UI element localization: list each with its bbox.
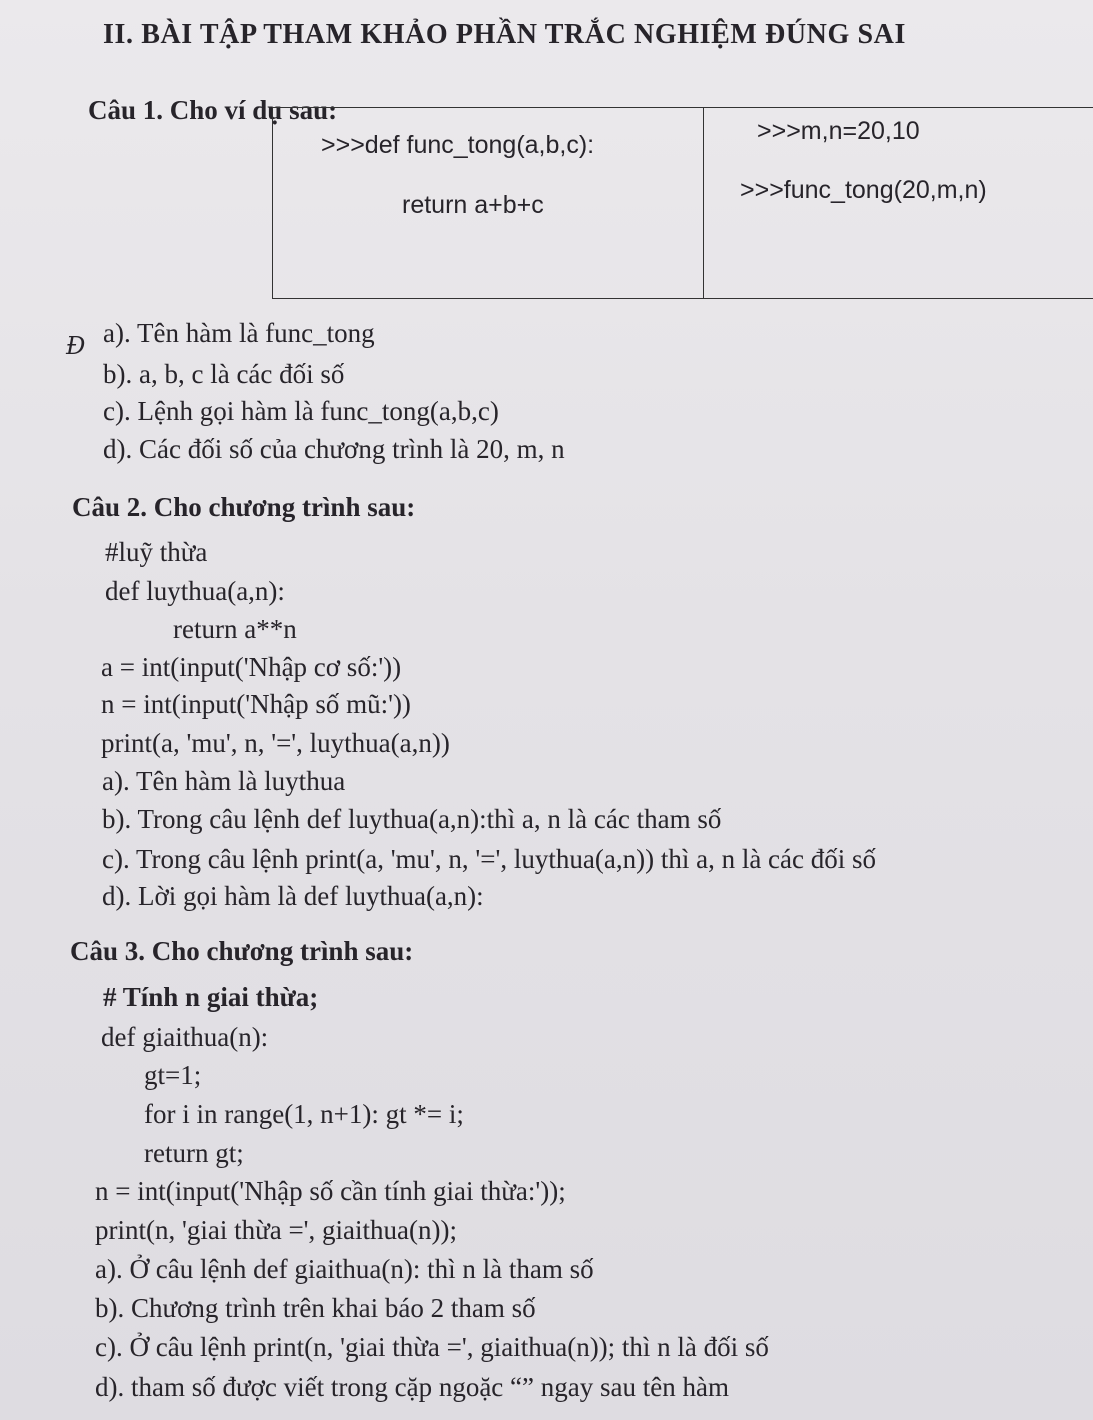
table-right-line-1: >>>m,n=20,10 (757, 117, 920, 145)
q2-code-line-5: n = int(input('Nhập số mũ:')) (101, 689, 411, 719)
q3-code-line-4: for i in range(1, n+1): gt *= i; (144, 1099, 464, 1129)
q1-option-d: d). Các đối số của chương trình là 20, m, n (103, 434, 565, 464)
table-left-line-1: >>>def func_tong(a,b,c): (321, 131, 595, 159)
table-right-line-2: >>>func_tong(20,m,n) (740, 176, 987, 204)
q3-code-line-6: n = int(input('Nhập số cần tính giai thừa:')); (95, 1176, 566, 1206)
q2-option-c: c). Trong câu lệnh print(a, 'mu', n, '=', luythua(a,n)) thì a, n là các đối số (102, 844, 877, 874)
q1-option-c: c). Lệnh gọi hàm là func_tong(a,b,c) (103, 396, 499, 426)
q3-code-line-7: print(n, 'giai thừa =', giaithua(n)); (95, 1215, 457, 1245)
section-heading: II. BÀI TẬP THAM KHẢO PHẦN TRẮC NGHIỆM ĐÚNG SAI (103, 19, 906, 50)
q3-option-b: b). Chương trình trên khai báo 2 tham số (95, 1293, 536, 1323)
q3-code-line-2: def giaithua(n): (101, 1022, 269, 1052)
q3-code-line-1: # Tính n giai thừa; (103, 982, 319, 1012)
handwritten-mark: Đ (66, 332, 86, 360)
q2-code-line-3: return a**n (173, 614, 297, 644)
question-3-title: Câu 3. Cho chương trình sau: (70, 936, 414, 966)
q3-code-line-5: return gt; (144, 1138, 244, 1168)
q3-option-c: c). Ở câu lệnh print(n, 'giai thừa =', giaithua(n)); thì n là đối số (95, 1332, 769, 1362)
q2-code-line-1: #luỹ thừa (105, 537, 208, 567)
q3-option-d: d). tham số được viết trong cặp ngoặc “” ngay sau tên hàm (95, 1372, 729, 1402)
q1-option-a: a). Tên hàm là func_tong (103, 318, 375, 348)
q2-code-line-4: a = int(input('Nhập cơ số:')) (101, 652, 402, 682)
table-divider (703, 108, 704, 298)
q2-option-a: a). Tên hàm là luythua (102, 766, 346, 796)
q1-option-b: b). a, b, c là các đối số (103, 359, 345, 389)
question-1-title: Câu 1. Cho ví dụ sau: (88, 95, 338, 125)
q2-option-b: b). Trong câu lệnh def luythua(a,n):thì a, n là các tham số (102, 804, 722, 834)
q2-option-d: d). Lời gọi hàm là def luythua(a,n): (102, 881, 484, 911)
q3-option-a: a). Ở câu lệnh def giaithua(n): thì n là tham số (95, 1254, 594, 1284)
q3-code-line-3: gt=1; (144, 1060, 202, 1090)
q2-code-line-6: print(a, 'mu', n, '=', luythua(a,n)) (101, 728, 450, 758)
table-left-line-2: return a+b+c (402, 191, 544, 219)
question-2-title: Câu 2. Cho chương trình sau: (72, 492, 416, 522)
q2-code-line-2: def luythua(a,n): (105, 576, 285, 606)
